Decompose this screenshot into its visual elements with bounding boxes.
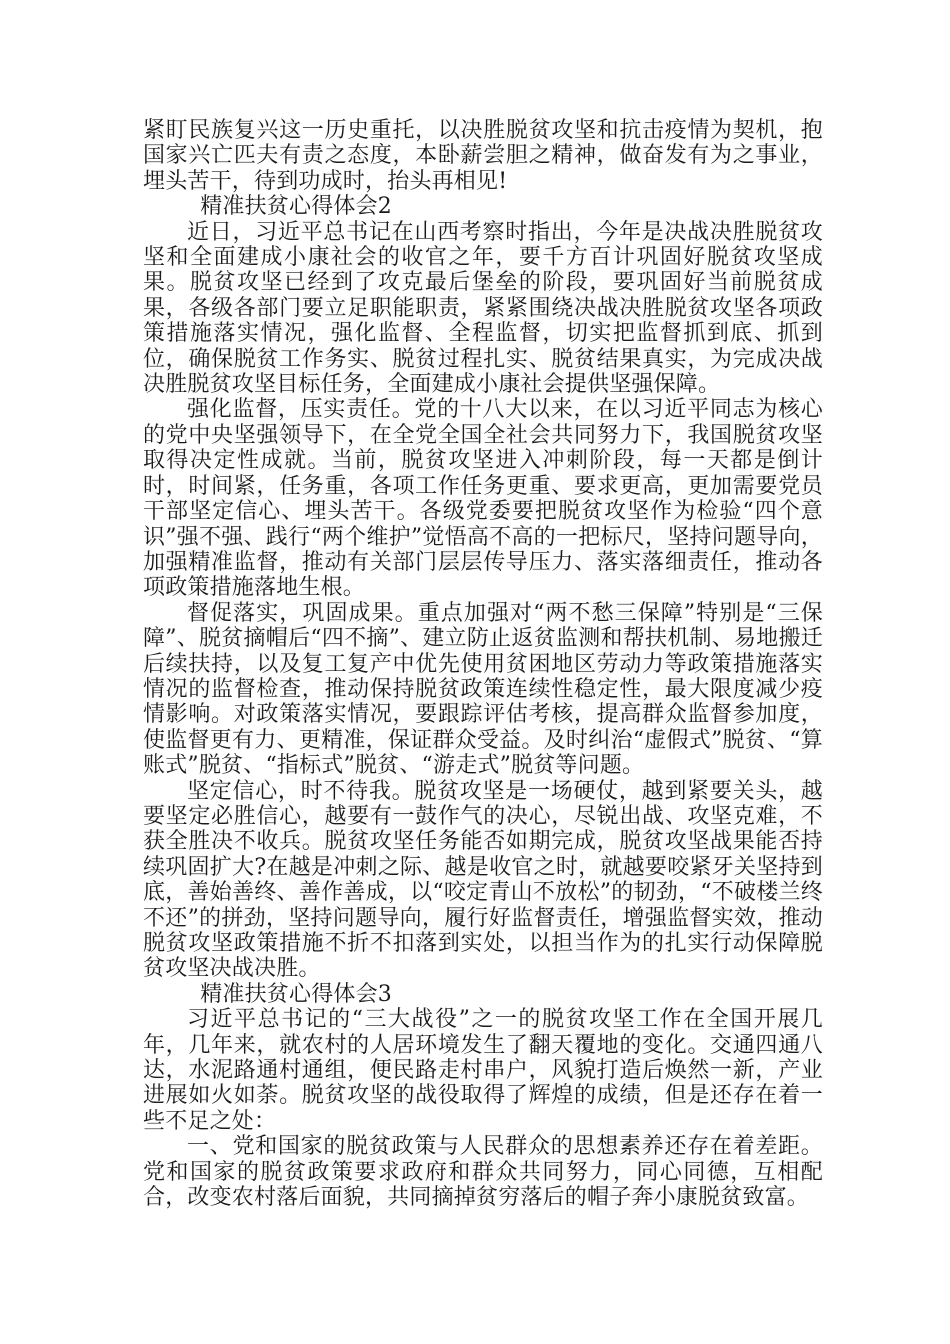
- paragraph: 强化监督，压实责任。党的十八大以来，在以习近平同志为核心的党中央坚强领导下，在全党全国全社会共同努力下，我国脱贫攻坚取得决定性成就。当前，脱贫攻坚进入冲刺阶段，每一天都是倒计时，时间紧，任务重，各项工作任务更重、要求更高，更加需要党员干部坚定信心、埋头苦干。各级党委要把脱贫攻坚作为检验“四个意识”强不强、践行“两个维护”觉悟高不高的一把标尺，坚持问题导向，加强精准监督，推动有关部门层层传导压力、落实落细责任，推动各项政策措施落地生根。: [143, 397, 823, 601]
- paragraph: 督促落实，巩固成果。重点加强对“两不愁三保障”特别是“三保障”、脱贫摘帽后“四不摘”、建立防止返贫监测和帮扶机制、易地搬迁后续扶持，以及复工复产中优先使用贫困地区劳动力等政策措施落实情况的监督检查，推动保持脱贫政策连续性稳定性，最大限度减少疫情影响。对政策落实情况，要跟踪评估考核，提高群众监督参加度，使监督更有力、更精准，保证群众受益。及时纠治“虚假式”脱贫、“算账式”脱贫、“指标式”脱贫、“游走式”脱贫等问题。: [143, 600, 823, 779]
- section-heading-3: 精准扶贫心得体会3: [200, 981, 392, 1007]
- paragraph: 一、党和国家的脱贫政策与人民群众的思想素养还存在着差距。党和国家的脱贫政策要求政府和群众共同努力，同心同德，互相配合，改变农村落后面貌，共同摘掉贫穷落后的帽子奔小康脱贫致富。: [143, 1134, 823, 1211]
- document-body: [143, 118, 823, 1210]
- section-heading-2: 精准扶贫心得体会2: [200, 194, 392, 220]
- paragraph: 习近平总书记的“三大战役”之一的脱贫攻坚工作在全国开展几年，几年来，就农村的人居环境发生了翻天覆地的变化。交通四通八达，水泥路通村通组，便民路走村串户，风貌打造后焕然一新，产业进展如火如荼。脱贫攻坚的战役取得了辉煌的成绩，但是还存在着一些不足之处：: [143, 1007, 823, 1134]
- paragraph: 坚定信心，时不待我。脱贫攻坚是一场硬仗，越到紧要关头，越要坚定必胜信心，越要有一鼓作气的决心，尽锐出战、攻坚克难，不获全胜决不收兵。脱贫攻坚任务能否如期完成，脱贫攻坚战果能否持续巩固扩大?在越是冲刺之际、越是收官之时，就越要咬紧牙关坚持到底，善始善终、善作善成，以“咬定青山不放松”的韧劲，“不破楼兰终不还”的拼劲，坚持问题导向，履行好监督责任，增强监督实效，推动脱贫攻坚政策措施不折不扣落到实处，以担当作为的扎实行动保障脱贫攻坚决战决胜。: [143, 778, 823, 982]
- paragraph: 近日，习近平总书记在山西考察时指出，今年是决战决胜脱贫攻坚和全面建成小康社会的收官之年，要千方百计巩固好脱贫攻坚成果。脱贫攻坚已经到了攻克最后堡垒的阶段，要巩固好当前脱贫成果，各级各部门要立足职能职责，紧紧围绕决战决胜脱贫攻坚各项政策措施落实情况，强化监督、全程监督，切实把监督抓到底、抓到位，确保脱贫工作务实、脱贫过程扎实、脱贫结果真实，为完成决战决胜脱贫攻坚目标任务，全面建成小康社会提供坚强保障。: [143, 219, 823, 398]
- paragraph-continued: 紧盯民族复兴这一历史重托，以决胜脱贫攻坚和抗击疫情为契机，抱国家兴亡匹夫有责之态度，本卧薪尝胆之精神，做奋发有为之事业，埋头苦干，待到功成时，抬头再相见!: [143, 118, 823, 194]
